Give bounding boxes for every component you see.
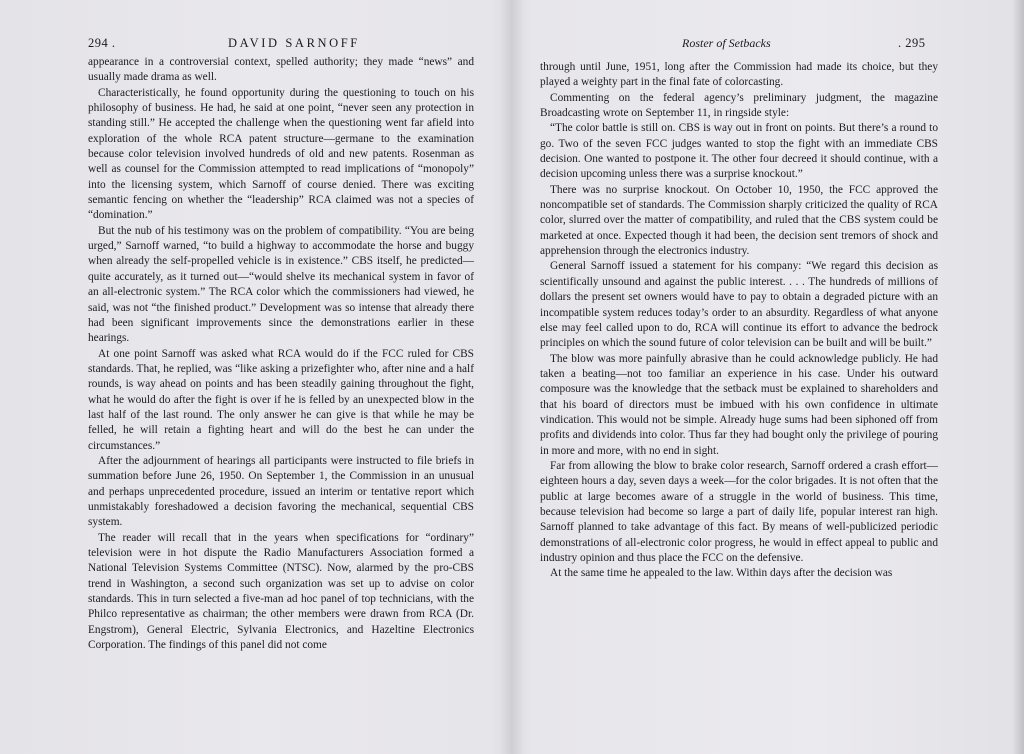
paragraph: through until June, 1951, long after the Commission had made its choice, but they played a weighty part in the final fate of colorcasting.	[540, 61, 938, 89]
right-page	[512, 0, 1024, 754]
paragraph: Far from allowing the blow to brake color research, Sarnoff ordered a crash effort—eighteen hours a day, seven days a week—for the color brigades. It is not often that the public at large becomes aware of a struggle in the world of business. This time, because television had become so large a part of daily life, popular interest ran high. Sarnoff planned to take advantage of this fact. By means of well-publicized periodic demonstrations of all-electronic color progress, he would in effect appeal to public and industry opinion and thus place the FCC on the defensive.	[540, 459, 938, 564]
paragraph: There was no surprise knockout. On October 10, 1950, the FCC approved the noncompatible set of standards. The Commission sharply criticized the quality of RCA color, slurred over the matter of compatibility, and ruled that the CBS system could be marketed at once. Expected though it had been, the decision sent tremors of shock and apprehension through the electronics industry.	[540, 183, 938, 258]
paragraph: At the same time he appealed to the law. Within days after the decision was	[550, 567, 893, 580]
page-number: 294 .	[88, 36, 116, 50]
body-text	[88, 55, 474, 653]
paragraph: “The color battle is still on. CBS is way out in front on points. But there’s a round to go. Two of the seven FCC judges wanted to stop the fight with an immediate CBS decision. One wanted to postpone it. The other four decreed it should continue, with a decision upcoming unless there was a surprise knockout.”	[540, 122, 938, 181]
paragraph: Commenting on the federal agency’s preliminary judgment, the magazine Broadcasting wrote on September 11, in ringside style:	[540, 91, 938, 120]
body-text	[540, 60, 938, 582]
paragraph: The reader will recall that in the years when specifications for “ordinary” television were in hot dispute the Radio Manufacturers Association formed a National Television Systems Committee (NTSC). Now, alarmed by the pro-CBS trend in Washington, a second such organization was set up to advise on color standards. This in turn selected a five-man ad hoc panel of top technicians, with the Philco representative as chairman; the other members were drawn from RCA (Dr. Engstrom), General Electric, Sylvania Electronics, and Hazeltine Electronics Corporation. The findings of this panel did not come	[88, 531, 474, 652]
paragraph: At one point Sarnoff was asked what RCA would do if the FCC ruled for CBS standards. That, he replied, was “like asking a prizefighter who, after nine and a half rounds, is way ahead on points and has been steadily gaining throughout the fight, what he would do after the fight is over if he is felled by an unexpected blow in the last half of the last round. The only answer he can give is that while he may be felled, he will retain a fighting heart and will do the best he can under the circumstances.”	[88, 347, 474, 452]
running-head: DAVID SARNOFF	[228, 36, 360, 50]
paragraph: The blow was more painfully abrasive than he could acknowledge publicly. He had taken a beating—not too familiar an experience in his case. Under his outward composure was the knowledge that the setback must be explained to shareholders and that his board of directors must be imbued with his own confidence in ultimate vindication. This would not be simple. Already huge sums had been siphoned off from profits and dividends into color. Thus far they had bought only the privilege of pouring in more and more, with no end in sight.	[540, 352, 938, 457]
paragraph: Characteristically, he found opportunity during the questioning to touch on his philosophy of business. He had, he said at one point, “never seen any protection in standing still.” He accepted the challenge when the questioning went far afield into exploration of the whole RCA patent structure—germane to the examination because color television involved hundreds of old and new patents. Rosenman as well as counsel for the Commission attempted to read implications of “monopoly” into the licensing system, which Sarnoff of course denied. There was exciting semantic fencing on whether the “leadership” RCA claimed was not a species of “domination.”	[88, 86, 474, 222]
running-head: Roster of Setbacks	[682, 36, 771, 50]
paragraph: General Sarnoff issued a statement for his company: “We regard this decision as scientifically unsound and against the public interest. . . . The hundreds of millions of dollars the present set owners would have to pay to obtain a degraded picture with an incompatible system reduces today’s order to an absurdity. Regardless of what anyone else may feel called upon to do, RCA will continue its effort to advance the bedrock principles on which the sound future of color television can be built and will be built.”	[540, 260, 938, 350]
page-number: . 295	[898, 36, 926, 50]
paragraph: After the adjournment of hearings all participants were instructed to file briefs in summation before June 26, 1950. On September 1, the Commission in an unusual and perhaps unprecedented procedure, issued an interim or tentative report which unmistakably foreshadowed a decision favoring the mechanical, sequential CBS system.	[88, 454, 474, 529]
paragraph: But the nub of his testimony was on the problem of compatibility. “You are being urged,” Sarnoff warned, “to build a highway to accommodate the horse and buggy when already the self-propelled vehicle is in existence.” CBS itself, he predicted—quite accurately, as it turned out—“would shelve its mechanical system in favor of an all-electronic system.” The RCA color which the commissioners had viewed, he said, was not “the finished product.” Development was so intense that already there had been significant improvements since the demonstrations earlier in these hearings.	[88, 224, 474, 345]
paragraph: appearance in a controversial context, spelled authority; they made “news” and usually made drama as well.	[88, 56, 474, 84]
